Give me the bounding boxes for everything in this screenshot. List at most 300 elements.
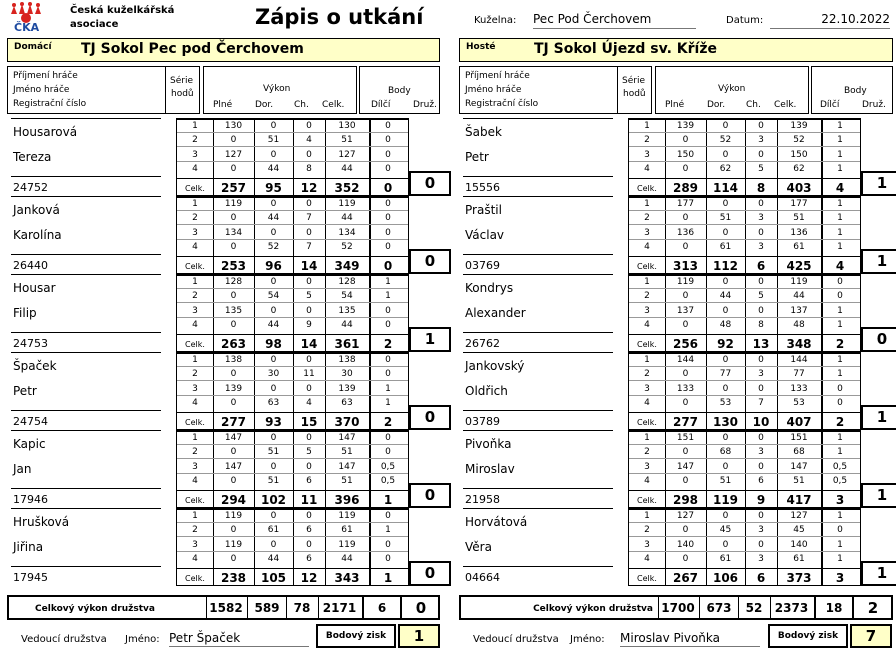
full-cell[interactable]: 139 (224, 384, 243, 394)
full-cell[interactable]: 0 (682, 525, 689, 535)
partial-points-cell[interactable]: 0 (385, 135, 391, 145)
clear-cell[interactable]: 61 (719, 242, 732, 252)
player-reg-number[interactable]: 03789 (465, 415, 500, 428)
total-cell[interactable]: 53 (793, 398, 805, 408)
total-cell[interactable]: 44 (341, 164, 353, 174)
partial-points-cell[interactable]: 0 (385, 369, 391, 379)
home-team-name[interactable]: TJ Sokol Pec pod Čerchovem (81, 41, 304, 57)
player-firstname[interactable]: Václav (465, 228, 505, 242)
partial-points-cell[interactable]: 1 (837, 447, 843, 457)
miss-cell[interactable]: 0 (306, 540, 312, 550)
total-cell[interactable]: 54 (341, 291, 353, 301)
miss-cell[interactable]: 0 (306, 511, 312, 521)
partial-points-cell[interactable]: 1 (837, 320, 843, 330)
total-cell[interactable]: 77 (793, 369, 805, 379)
miss-cell[interactable]: 3 (758, 525, 764, 535)
full-cell[interactable]: 0 (682, 135, 689, 145)
partial-points-cell[interactable]: 0 (385, 150, 391, 160)
clear-cell[interactable]: 51 (719, 213, 732, 223)
full-cell[interactable]: 128 (224, 277, 243, 287)
clear-cell[interactable]: 54 (267, 291, 280, 301)
team-point-box[interactable]: 0 (409, 249, 451, 274)
player-surname[interactable]: Janková (13, 203, 60, 217)
total-cell[interactable]: 177 (790, 199, 808, 209)
clear-cell[interactable]: 68 (719, 447, 732, 457)
full-cell[interactable]: 0 (230, 447, 237, 457)
player-surname[interactable]: Housarová (13, 125, 78, 139)
player-firstname[interactable]: Alexander (465, 306, 526, 320)
col-performance: Výkon (263, 84, 291, 94)
full-cell[interactable]: 136 (676, 228, 695, 238)
full-cell[interactable]: 147 (224, 433, 243, 443)
full-cell[interactable]: 0 (230, 291, 237, 301)
total-cell[interactable]: 119 (790, 277, 808, 287)
player-firstname[interactable]: Jan (13, 462, 32, 476)
miss-cell[interactable]: 0 (758, 150, 764, 160)
full-cell[interactable]: 119 (224, 511, 243, 521)
partial-points-cell[interactable]: 1 (837, 135, 843, 145)
partial-points-cell[interactable]: 1 (837, 121, 843, 131)
clear-cell[interactable]: 44 (719, 291, 732, 301)
clear-cell[interactable]: 61 (719, 554, 732, 564)
full-cell[interactable]: 127 (224, 150, 243, 160)
player-reg-number[interactable]: 15556 (465, 181, 500, 194)
total-cell[interactable]: 63 (341, 398, 353, 408)
total-cell[interactable]: 140 (790, 540, 808, 550)
partial-points-cell[interactable]: 1 (837, 554, 843, 564)
miss-cell[interactable]: 11 (303, 369, 315, 379)
partial-points-cell[interactable]: 0 (837, 384, 843, 394)
clear-cell[interactable]: 52 (267, 242, 280, 252)
clear-cell[interactable]: 51 (267, 135, 280, 145)
partial-points-cell[interactable]: 1 (837, 199, 843, 209)
clear-cell[interactable]: 0 (722, 540, 729, 550)
player-firstname[interactable]: Miroslav (465, 462, 515, 476)
player-firstname[interactable]: Věra (465, 540, 492, 554)
total-cell[interactable]: 44 (793, 291, 805, 301)
miss-cell[interactable]: 6 (758, 476, 764, 486)
full-cell[interactable]: 130 (224, 121, 243, 131)
miss-cell[interactable]: 0 (758, 540, 764, 550)
clear-cell[interactable]: 0 (270, 199, 277, 209)
partial-points-cell[interactable]: 0 (385, 540, 391, 550)
player-surname[interactable]: Housar (13, 281, 56, 295)
miss-cell[interactable]: 8 (306, 164, 312, 174)
total-cell[interactable]: 61 (793, 554, 805, 564)
clear-cell[interactable]: 0 (722, 511, 729, 521)
full-cell[interactable]: 138 (224, 355, 243, 365)
miss-cell[interactable]: 0 (306, 199, 312, 209)
team-point-box[interactable]: 0 (409, 405, 451, 430)
clear-cell[interactable]: 45 (719, 525, 732, 535)
full-cell[interactable]: 0 (230, 525, 237, 535)
full-cell[interactable]: 144 (676, 355, 695, 365)
player-surname[interactable]: Jankovský (465, 359, 525, 373)
totals-label: Celkový výkon družstva (35, 604, 155, 614)
total-cell[interactable]: 139 (338, 384, 356, 394)
player-surname[interactable]: Kapic (13, 437, 46, 451)
miss-cell[interactable]: 0 (758, 228, 764, 238)
clear-cell[interactable]: 0 (270, 306, 277, 316)
partial-points-cell[interactable]: 1 (837, 228, 843, 238)
clear-cell[interactable]: 0 (270, 150, 277, 160)
miss-cell[interactable]: 0 (306, 433, 312, 443)
clear-cell[interactable]: 0 (722, 384, 729, 394)
player-reg-number[interactable]: 24752 (13, 181, 48, 194)
full-cell[interactable]: 0 (230, 213, 237, 223)
total-cell[interactable]: 138 (338, 355, 356, 365)
player-reg-number[interactable]: 03769 (465, 259, 500, 272)
total-cell[interactable]: 144 (790, 355, 808, 365)
total-cell[interactable]: 51 (341, 476, 353, 486)
clear-cell[interactable]: 0 (722, 199, 729, 209)
clear-cell[interactable]: 0 (270, 384, 277, 394)
player-reg-number[interactable]: 17946 (13, 493, 48, 506)
player-reg-number[interactable]: 24754 (13, 415, 48, 428)
alley-field[interactable]: Pec Pod Čerchovem (533, 12, 696, 29)
player-firstname[interactable]: Tereza (13, 150, 52, 164)
miss-cell[interactable]: 5 (306, 291, 312, 301)
partial-points-cell[interactable]: 0,5 (832, 462, 848, 472)
team-point-box[interactable]: 0 (861, 327, 896, 352)
partial-points-cell[interactable]: 1 (837, 433, 843, 443)
clear-cell[interactable]: 51 (267, 476, 280, 486)
total-cell[interactable]: 150 (790, 150, 808, 160)
full-cell[interactable]: 139 (676, 121, 695, 131)
full-cell[interactable]: 0 (230, 320, 237, 330)
miss-cell[interactable]: 0 (758, 355, 764, 365)
partial-points-cell[interactable]: 1 (837, 164, 843, 174)
clear-cell[interactable]: 0 (722, 355, 729, 365)
miss-cell[interactable]: 9 (306, 320, 312, 330)
player-reg-number[interactable]: 17945 (13, 571, 48, 584)
partial-points-cell[interactable]: 0 (385, 433, 391, 443)
clear-cell[interactable]: 0 (270, 121, 277, 131)
partial-points-cell[interactable]: 0 (385, 511, 391, 521)
partial-points-cell[interactable]: 0 (837, 291, 843, 301)
miss-cell[interactable]: 7 (758, 398, 764, 408)
total-cell[interactable]: 51 (793, 476, 805, 486)
total-cell[interactable]: 128 (338, 277, 356, 287)
clear-cell[interactable]: 30 (267, 369, 280, 379)
total-cell[interactable]: 147 (338, 462, 356, 472)
clear-cell[interactable]: 0 (722, 433, 729, 443)
full-cell[interactable]: 137 (676, 306, 695, 316)
total-cell[interactable]: 127 (338, 150, 356, 160)
total-cell[interactable]: 44 (341, 554, 353, 564)
partial-points-cell[interactable]: 1 (837, 306, 843, 316)
sum-label: Celk. (637, 496, 657, 505)
full-cell[interactable]: 133 (676, 384, 695, 394)
team-point-box[interactable]: 1 (861, 483, 896, 508)
point-gain-value[interactable]: 1 (398, 624, 440, 648)
partial-points-cell[interactable]: 0 (385, 228, 391, 238)
partial-points-cell[interactable]: 1 (385, 291, 391, 301)
team-point-box[interactable]: 0 (409, 171, 451, 196)
partial-points-cell[interactable]: 1 (837, 242, 843, 252)
partial-points-cell[interactable]: 1 (837, 369, 843, 379)
team-point-box[interactable]: 1 (861, 561, 896, 586)
clear-cell[interactable]: 0 (722, 121, 729, 131)
clear-cell[interactable]: 0 (722, 277, 729, 287)
miss-cell[interactable]: 0 (306, 355, 312, 365)
partial-points-cell[interactable]: 0 (385, 447, 391, 457)
miss-cell[interactable]: 5 (758, 164, 764, 174)
miss-cell[interactable]: 3 (758, 447, 764, 457)
sum-total: 403 (786, 181, 812, 195)
team-point-box[interactable]: 1 (861, 405, 896, 430)
partial-points-cell[interactable]: 0 (837, 398, 843, 408)
clear-cell[interactable]: 51 (719, 476, 732, 486)
total-cell[interactable]: 119 (338, 540, 356, 550)
clear-cell[interactable]: 0 (270, 462, 277, 472)
full-cell[interactable]: 0 (230, 554, 237, 564)
partial-points-cell[interactable]: 0 (385, 199, 391, 209)
captain-name-field[interactable]: Miroslav Pivoňka (620, 631, 760, 647)
miss-cell[interactable]: 6 (306, 476, 312, 486)
total-cell[interactable]: 62 (793, 164, 805, 174)
full-cell[interactable]: 151 (676, 433, 695, 443)
miss-cell[interactable]: 4 (306, 135, 312, 145)
player-firstname[interactable]: Petr (465, 150, 489, 164)
miss-cell[interactable]: 6 (306, 554, 312, 564)
clear-cell[interactable]: 0 (722, 462, 729, 472)
partial-points-cell[interactable]: 0 (385, 164, 391, 174)
clear-cell[interactable]: 63 (267, 398, 280, 408)
total-cell[interactable]: 44 (341, 213, 353, 223)
total-cell[interactable]: 137 (790, 306, 808, 316)
miss-cell[interactable]: 3 (758, 213, 764, 223)
partial-points-cell[interactable]: 0 (385, 213, 391, 223)
miss-cell[interactable]: 3 (758, 554, 764, 564)
player-reg-number[interactable]: 26440 (13, 259, 48, 272)
full-cell[interactable]: 0 (682, 320, 689, 330)
miss-cell[interactable]: 0 (758, 277, 764, 287)
clear-cell[interactable]: 0 (722, 306, 729, 316)
player-surname[interactable]: Pivoňka (465, 437, 512, 451)
full-cell[interactable]: 135 (224, 306, 243, 316)
team-point-box[interactable]: 1 (861, 171, 896, 196)
player-reg-number[interactable]: 24753 (13, 337, 48, 350)
partial-points-cell[interactable]: 0,5 (380, 462, 396, 472)
partial-points-cell[interactable]: 1 (837, 540, 843, 550)
miss-cell[interactable]: 7 (306, 242, 312, 252)
team-point-box[interactable]: 0 (409, 561, 451, 586)
team-point-box[interactable]: 1 (409, 327, 451, 352)
miss-cell[interactable]: 0 (306, 121, 312, 131)
miss-cell[interactable]: 3 (758, 135, 764, 145)
player-firstname[interactable]: Karolína (13, 228, 62, 242)
miss-cell[interactable]: 0 (758, 121, 764, 131)
full-cell[interactable]: 0 (682, 164, 689, 174)
full-cell[interactable]: 119 (224, 199, 243, 209)
clear-cell[interactable]: 0 (270, 228, 277, 238)
player-surname[interactable]: Špaček (13, 359, 57, 373)
miss-cell[interactable]: 0 (306, 150, 312, 160)
miss-cell[interactable]: 0 (306, 306, 312, 316)
full-cell[interactable]: 0 (682, 242, 689, 252)
miss-cell[interactable]: 0 (758, 384, 764, 394)
miss-cell[interactable]: 6 (306, 525, 312, 535)
team-point-box[interactable]: 1 (861, 249, 896, 274)
team-point-box[interactable]: 0 (409, 483, 451, 508)
player-reg-number[interactable]: 26762 (465, 337, 500, 350)
total-cell[interactable]: 119 (338, 511, 356, 521)
player-reg-number[interactable]: 21958 (465, 493, 500, 506)
full-cell[interactable]: 177 (676, 199, 695, 209)
player-reg-number[interactable]: 04664 (465, 571, 500, 584)
partial-points-cell[interactable]: 0,5 (380, 476, 396, 486)
partial-points-cell[interactable]: 0 (385, 554, 391, 564)
total-cell[interactable]: 151 (790, 433, 808, 443)
partial-points-cell[interactable]: 1 (385, 525, 391, 535)
full-cell[interactable]: 150 (676, 150, 695, 160)
total-cell[interactable]: 51 (341, 447, 353, 457)
full-cell[interactable]: 0 (682, 213, 689, 223)
miss-cell[interactable]: 4 (306, 398, 312, 408)
miss-cell[interactable]: 8 (758, 320, 764, 330)
total-cell[interactable]: 51 (793, 213, 805, 223)
full-cell[interactable]: 0 (230, 135, 237, 145)
partial-points-cell[interactable]: 0 (385, 242, 391, 252)
total-cell[interactable]: 134 (338, 228, 356, 238)
miss-cell[interactable]: 7 (306, 213, 312, 223)
clear-cell[interactable]: 0 (722, 150, 729, 160)
total-cell[interactable]: 30 (341, 369, 353, 379)
clear-cell[interactable]: 44 (267, 164, 280, 174)
player-surname[interactable]: Horvátová (465, 515, 528, 529)
clear-cell[interactable]: 0 (270, 540, 277, 550)
partial-points-cell[interactable]: 1 (385, 384, 391, 394)
partial-points-cell[interactable]: 0 (385, 355, 391, 365)
partial-points-cell[interactable]: 0 (837, 525, 843, 535)
miss-cell[interactable]: 5 (306, 447, 312, 457)
full-cell[interactable]: 140 (676, 540, 695, 550)
clear-cell[interactable]: 0 (722, 228, 729, 238)
full-cell[interactable]: 119 (224, 540, 243, 550)
clear-cell[interactable]: 77 (719, 369, 732, 379)
full-cell[interactable]: 0 (682, 476, 689, 486)
total-cell[interactable]: 44 (341, 320, 353, 330)
clear-cell[interactable]: 44 (267, 554, 280, 564)
player-firstname[interactable]: Oldřich (465, 384, 508, 398)
player-firstname[interactable]: Filip (13, 306, 37, 320)
total-cell[interactable]: 135 (338, 306, 356, 316)
total-cell[interactable]: 68 (793, 447, 805, 457)
full-cell[interactable]: 0 (230, 369, 237, 379)
clear-cell[interactable]: 44 (267, 213, 280, 223)
full-cell[interactable]: 134 (224, 228, 243, 238)
clear-cell[interactable]: 61 (267, 525, 280, 535)
player-surname[interactable]: Praštil (465, 203, 502, 217)
full-cell[interactable]: 0 (682, 447, 689, 457)
full-cell[interactable]: 0 (230, 164, 237, 174)
player-surname[interactable]: Šabek (465, 125, 502, 139)
total-cell[interactable]: 147 (338, 433, 356, 443)
clear-cell[interactable]: 53 (719, 398, 732, 408)
partial-points-cell[interactable]: 0 (385, 320, 391, 330)
partial-points-cell[interactable]: 1 (837, 150, 843, 160)
full-cell[interactable]: 0 (682, 369, 689, 379)
full-cell[interactable]: 0 (230, 398, 237, 408)
total-cell[interactable]: 52 (341, 242, 353, 252)
miss-cell[interactable]: 0 (758, 199, 764, 209)
miss-cell[interactable]: 0 (758, 511, 764, 521)
clear-cell[interactable]: 44 (267, 320, 280, 330)
full-cell[interactable]: 0 (682, 398, 689, 408)
total-cell[interactable]: 130 (338, 121, 356, 131)
total-cell[interactable]: 127 (790, 511, 808, 521)
clear-cell[interactable]: 51 (267, 447, 280, 457)
clear-cell[interactable]: 62 (719, 164, 732, 174)
captain-name-field[interactable]: Petr Špaček (169, 631, 309, 647)
player-firstname[interactable]: Jiřina (13, 540, 44, 554)
clear-cell[interactable]: 48 (719, 320, 732, 330)
total-cell[interactable]: 45 (793, 525, 805, 535)
total-cell[interactable]: 61 (793, 242, 805, 252)
total-cell[interactable]: 51 (341, 135, 353, 145)
full-cell[interactable]: 0 (682, 291, 689, 301)
partial-points-cell[interactable]: 0,5 (832, 476, 848, 486)
miss-cell[interactable]: 3 (758, 369, 764, 379)
full-cell[interactable]: 147 (224, 462, 243, 472)
total-cell[interactable]: 136 (790, 228, 808, 238)
full-cell[interactable]: 0 (230, 242, 237, 252)
partial-points-cell[interactable]: 1 (385, 277, 391, 287)
player-surname[interactable]: Hrušková (13, 515, 70, 529)
miss-cell[interactable]: 0 (306, 462, 312, 472)
full-cell[interactable]: 147 (676, 462, 695, 472)
full-cell[interactable]: 119 (676, 277, 695, 287)
total-cell[interactable]: 147 (790, 462, 808, 472)
partial-points-cell[interactable]: 0 (837, 277, 843, 287)
total-cell[interactable]: 52 (793, 135, 805, 145)
miss-cell[interactable]: 0 (306, 277, 312, 287)
away-team-name[interactable]: TJ Sokol Újezd sv. Kříže (534, 41, 717, 57)
clear-cell[interactable]: 0 (270, 511, 277, 521)
full-cell[interactable]: 0 (682, 554, 689, 564)
partial-points-cell[interactable]: 1 (837, 511, 843, 521)
total-cell[interactable]: 133 (790, 384, 808, 394)
clear-cell[interactable]: 0 (270, 277, 277, 287)
total-cell[interactable]: 48 (793, 320, 805, 330)
total-cell[interactable]: 119 (338, 199, 356, 209)
clear-cell[interactable]: 0 (270, 433, 277, 443)
miss-cell[interactable]: 5 (758, 291, 764, 301)
partial-points-cell[interactable]: 0 (385, 306, 391, 316)
miss-cell[interactable]: 3 (758, 242, 764, 252)
clear-cell[interactable]: 0 (270, 355, 277, 365)
miss-cell[interactable]: 0 (758, 306, 764, 316)
partial-points-cell[interactable]: 1 (837, 213, 843, 223)
partial-points-cell[interactable]: 0 (385, 121, 391, 131)
date-field[interactable]: 22.10.2022 (770, 12, 890, 29)
player-surname[interactable]: Kondrys (465, 281, 514, 295)
player-firstname[interactable]: Petr (13, 384, 37, 398)
total-cell[interactable]: 139 (790, 121, 808, 131)
clear-cell[interactable]: 52 (719, 135, 732, 145)
full-cell[interactable]: 0 (230, 476, 237, 486)
partial-points-cell[interactable]: 1 (385, 398, 391, 408)
miss-cell[interactable]: 0 (758, 462, 764, 472)
miss-cell[interactable]: 0 (306, 228, 312, 238)
partial-points-cell[interactable]: 1 (837, 355, 843, 365)
miss-cell[interactable]: 0 (306, 384, 312, 394)
point-gain-value[interactable]: 7 (850, 624, 892, 648)
full-cell[interactable]: 127 (676, 511, 695, 521)
miss-cell[interactable]: 0 (758, 433, 764, 443)
total-cell[interactable]: 61 (341, 525, 353, 535)
